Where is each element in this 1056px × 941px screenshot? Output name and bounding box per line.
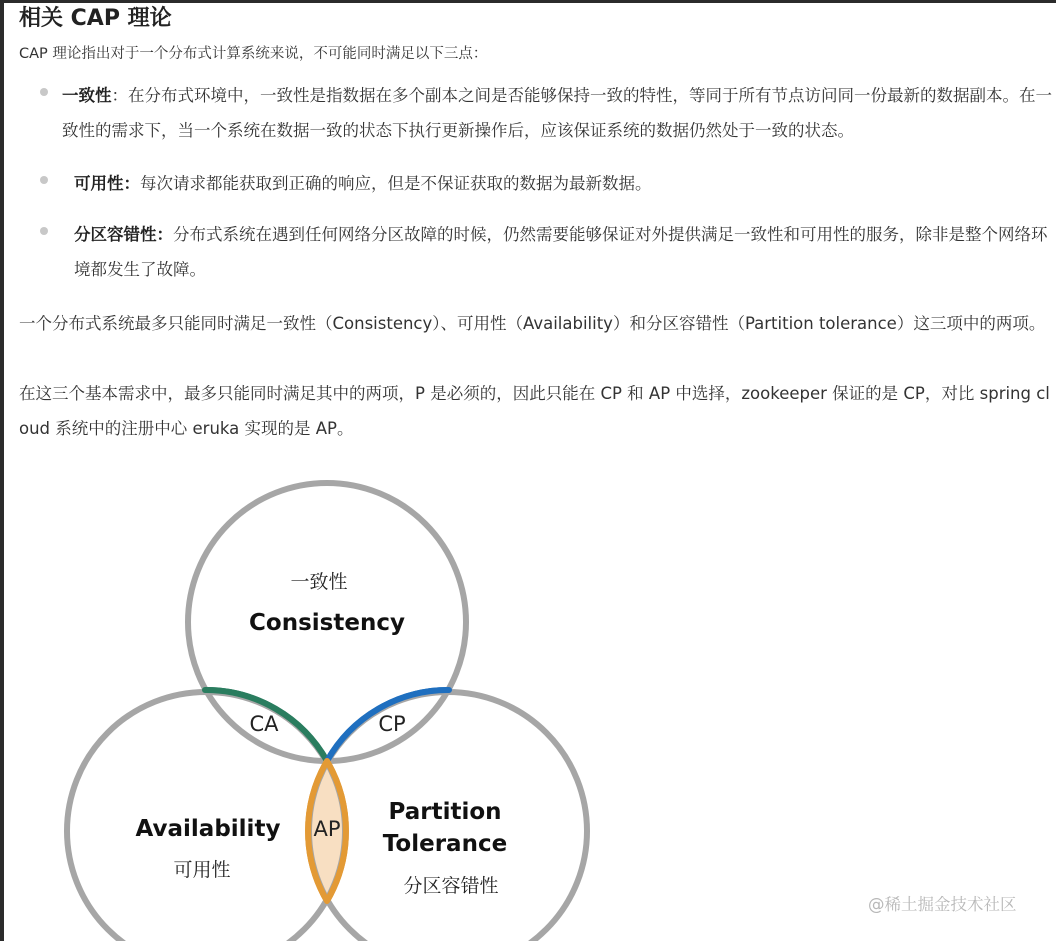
section-heading: 相关 CAP 理论 bbox=[19, 6, 172, 31]
list-item-availability bbox=[74, 166, 1054, 201]
partition-cn-label: 分区容错性 bbox=[403, 875, 499, 897]
paragraph-cp-ap-choice: 在这三个基本需求中，最多只能同时满足其中的两项，P 是必须的，因此只能在 CP 和 AP 中选择，zookeeper 保证的是 CP，对比 spring cloud 系统中的注册中心 eruka 实现的是 AP。 bbox=[19, 384, 1050, 438]
consistency-en-label: Consistency bbox=[249, 610, 405, 636]
top-border bbox=[0, 0, 1056, 3]
list-item-consistency bbox=[62, 78, 1052, 148]
cap-venn-diagram bbox=[0, 460, 1056, 941]
availability-en-label: Availability bbox=[135, 816, 281, 842]
ap-label: AP bbox=[313, 817, 341, 841]
desc-partition-tolerance: 分布式系统在遇到任何网络分区故障的时候，仍然需要能够保证对外提供满足一致性和可用性的服务，除非是整个网络环境都发生了故障。 bbox=[74, 225, 1048, 279]
cp-label: CP bbox=[378, 712, 406, 736]
partition-en-label-line2: Tolerance bbox=[382, 831, 508, 857]
ca-label: CA bbox=[249, 712, 279, 736]
list-item-partition-tolerance bbox=[74, 217, 1054, 287]
desc-availability: 每次请求都能获取到正确的响应，但是不保证获取的数据为最新数据。 bbox=[140, 174, 652, 193]
desc-consistency: 在分布式环境中，一致性是指数据在多个副本之间是否能够保持一致的特性，等同于所有节点访问同一份最新的数据副本。在一致性的需求下，当一个系统在数据一致的状态下执行更新操作后，应该保证系统的数据仍然处于一致的状态。 bbox=[62, 86, 1052, 140]
term-consistency: 一致性 bbox=[62, 86, 112, 105]
term-separator: ： bbox=[111, 86, 128, 105]
bullet-dot bbox=[40, 176, 48, 184]
consistency-cn-label: 一致性 bbox=[290, 571, 348, 593]
intro-text: CAP 理论指出对于一个分布式计算系统来说，不可能同时满足以下三点： bbox=[19, 46, 488, 62]
bullet-dot bbox=[40, 227, 48, 235]
bullet-dot bbox=[40, 88, 48, 96]
watermark-text: @稀土掘金技术社区 bbox=[868, 895, 1017, 914]
availability-cn-label: 可用性 bbox=[173, 859, 231, 881]
term-availability: 可用性： bbox=[74, 174, 140, 193]
partition-en-label-line1: Partition bbox=[388, 799, 502, 825]
paragraph-cap-limit: 一个分布式系统最多只能同时满足一致性（Consistency）、可用性（Availability）和分区容错性（Partition tolerance）这三项中的两项。 bbox=[19, 314, 1046, 333]
term-partition-tolerance: 分区容错性： bbox=[74, 225, 173, 244]
